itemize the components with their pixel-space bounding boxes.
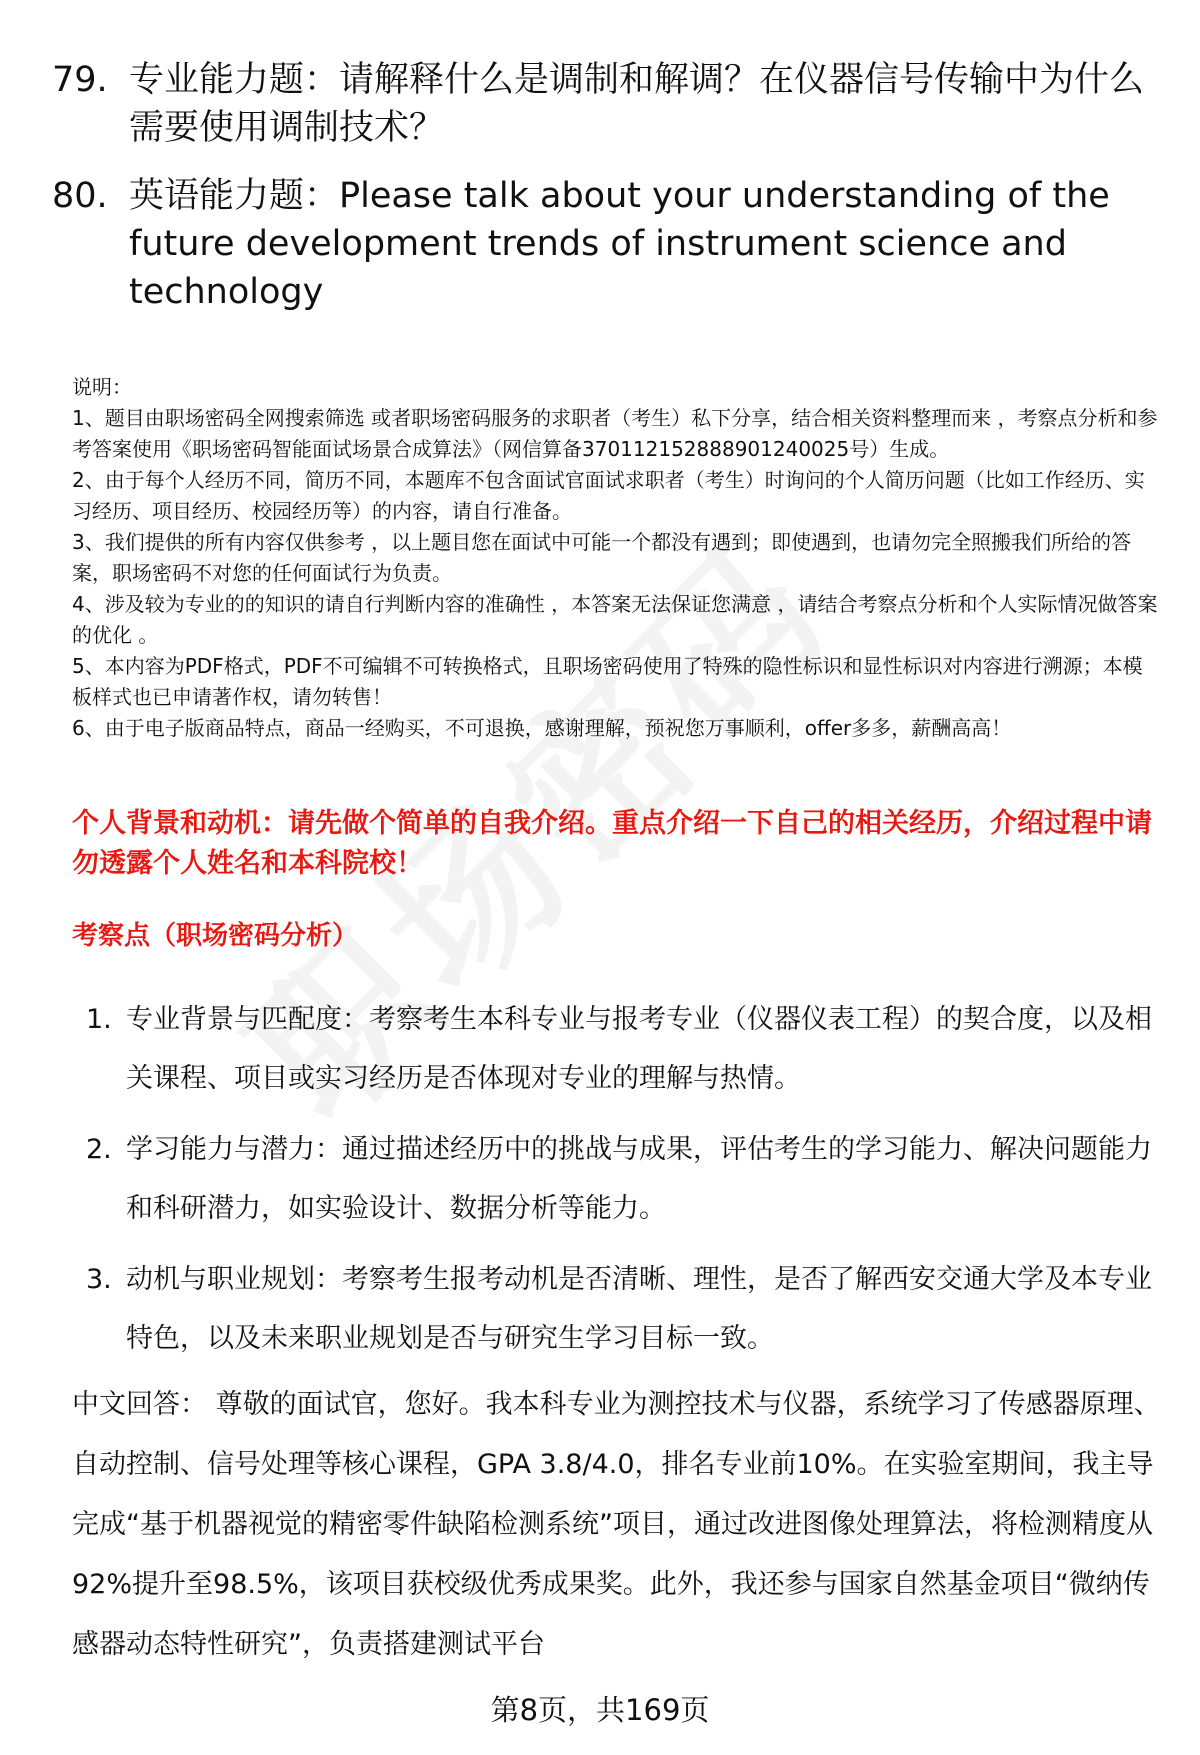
personal-background-question: 个人背景和动机：请先做个简单的自我介绍。重点介绍一下自己的相关经历，介绍过程中请勿透露个人姓名和本科院校！: [72, 808, 1152, 879]
note-item: 3、我们提供的所有内容仅供参考 ，以上题目您在面试中可能一个都没有遇到；即使遇到，也请勿完全照搬我们所给的答案，职场密码不对您的任何面试行为负责。: [72, 530, 1132, 585]
note-item: 2、由于每个人经历不同，简历不同，本题库不包含面试官面试求职者（考生）时询问的个人简历问题（比如工作经历、实习经历、项目经历、校园经历等）的内容，请自行准备。: [72, 468, 1145, 523]
analysis-points-list: [72, 990, 1162, 1380]
analysis-point: [72, 1250, 1162, 1368]
note-item: 4、涉及较为专业的的知识的请自行判断内容的准确性 ，本答案无法保证您满意 ，请结合考察点分析和个人实际情况做答案的优化 。: [72, 592, 1158, 647]
point-text: 专业背景与匹配度：考察考生本科专业与报考专业（仪器仪表工程）的契合度，以及相关课程、项目或实习经历是否体现对专业的理解与热情。: [126, 1004, 1152, 1094]
point-number: 3.: [86, 1264, 112, 1295]
chinese-answer: 中文回答： 尊敬的面试官，您好。我本科专业为测控技术与仪器，系统学习了传感器原理、自动控制、信号处理等核心课程，GPA 3.8/4.0，排名专业前10%。在实验室期间，我主导完成“基于机器视觉的精密零件缺陷检测系统”项目，通过改进图像处理算法，将检测精度从92%提升至98.5%，该项目获校级优秀成果奖。此外，我还参与国家自然基金项目“微纳传感器动态特性研究”，负责搭建测试平台: [72, 1389, 1161, 1660]
note-item: 6、由于电子版商品特点，商品一经购买，不可退换，感谢理解，预祝您万事顺利，offer多多，薪酬高高！: [72, 716, 1012, 740]
page-footer: 第8页，共169页: [490, 1693, 710, 1727]
note-item: 1、题目由职场密码全网搜索筛选 或者职场密码服务的求职者（考生）私下分享，结合相关资料整理而来 ，考察点分析和参考答案使用《职场密码智能面试场景合成算法》（网信算备370112152888901240025号）生成。: [72, 406, 1158, 461]
disclaimer-notes: [72, 372, 1162, 744]
question-80: [52, 172, 1162, 316]
analysis-point: [72, 1120, 1162, 1238]
point-number: 2.: [86, 1134, 112, 1165]
notes-title: 说明：: [72, 375, 132, 399]
question-number: 80.: [52, 176, 108, 216]
point-number: 1.: [86, 1004, 112, 1035]
question-79: [52, 56, 1162, 152]
question-text: 英语能力题：Please talk about your understanding of the future development trends of instrument science and technology: [129, 176, 1110, 312]
question-number: 79.: [52, 60, 108, 100]
point-text: 动机与职业规划：考察考生报考动机是否清晰、理性，是否了解西安交通大学及本专业特色，以及未来职业规划是否与研究生学习目标一致。: [126, 1264, 1152, 1354]
question-text: 专业能力题：请解释什么是调制和解调？在仪器信号传输中为什么需要使用调制技术？: [129, 60, 1145, 148]
analysis-point: [72, 990, 1162, 1108]
analysis-heading: 考察点（职场密码分析）: [72, 921, 359, 951]
note-item: 5、本内容为PDF格式，PDF不可编辑不可转换格式，且职场密码使用了特殊的隐性标识和显性标识对内容进行溯源；本模板样式也已申请著作权，请勿转售！: [72, 654, 1143, 709]
point-text: 学习能力与潜力：通过描述经历中的挑战与成果，评估考生的学习能力、解决问题能力和科研潜力，如实验设计、数据分析等能力。: [126, 1134, 1152, 1224]
